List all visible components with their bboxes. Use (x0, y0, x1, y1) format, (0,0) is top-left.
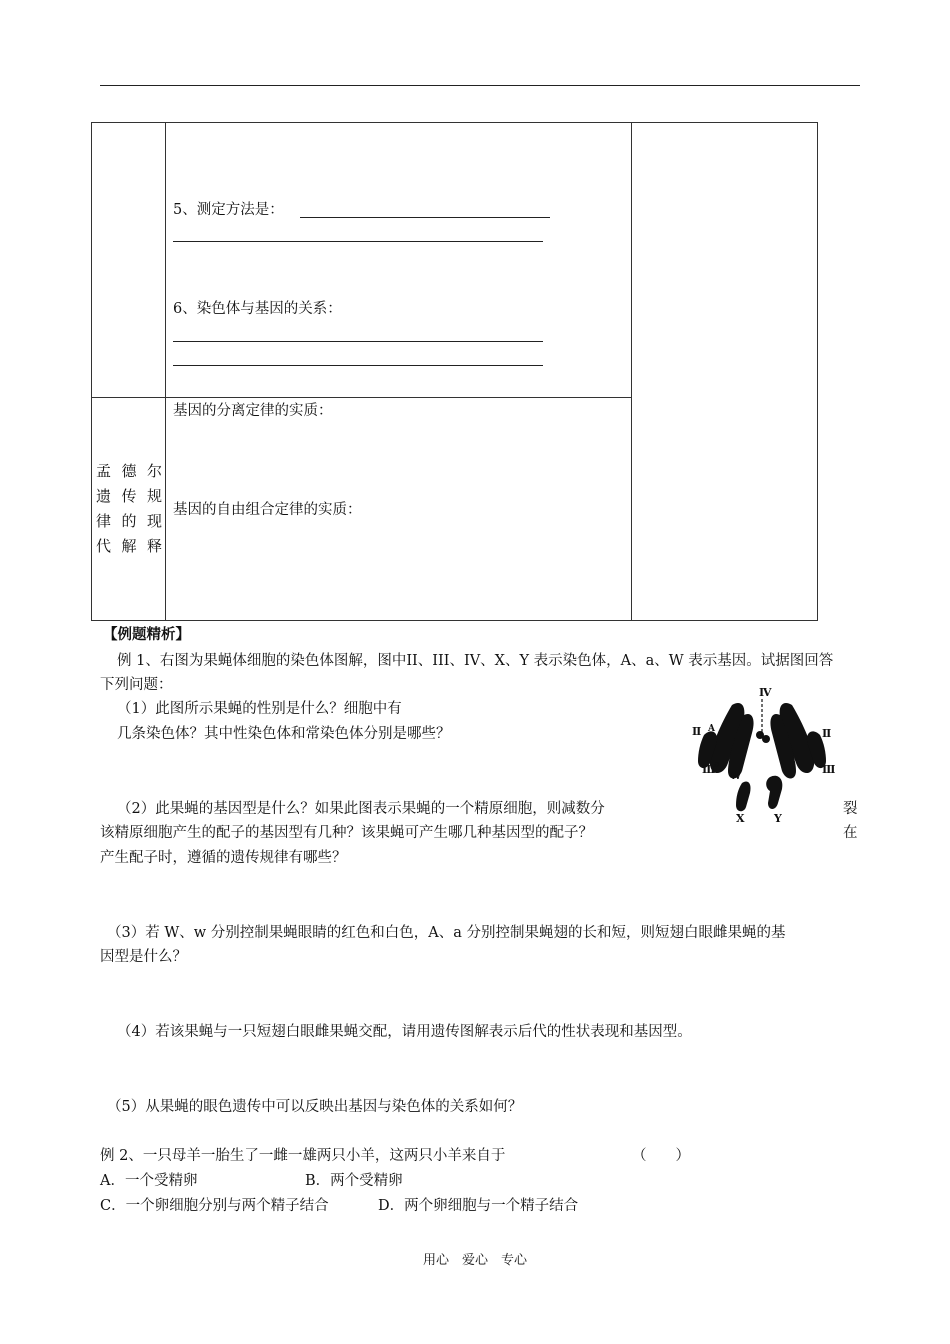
label-ii-right: Ⅱ (822, 727, 832, 740)
q4-text: （4）若该果蝇与一只短翅白眼雌果蝇交配，请用遗传图解表示后代的性状表现和基因型。 (117, 1024, 692, 1040)
q3-line2: 因型是什么？ (100, 949, 187, 965)
page-footer: 用心 爱心 专心 (422, 1253, 527, 1268)
ex2-answer-bracket[interactable]: （ ） (632, 1148, 690, 1164)
header-rule (100, 85, 860, 86)
label-x: X (736, 812, 745, 825)
section-label-line: 孟德尔 (96, 462, 162, 480)
label-w: W (730, 771, 742, 782)
item6-blank-2[interactable] (173, 365, 543, 366)
label-iii-right: Ⅲ (822, 763, 835, 776)
section-label-line: 遗传规 (96, 487, 162, 505)
item6-blank-1[interactable] (173, 341, 543, 342)
q2-line1: （2）此果蝇的基因型是什么？如果此图表示果蝇的一个精原细胞，则减数分 (117, 801, 605, 817)
q2-line1-end: 裂 (843, 801, 858, 817)
independent-law-label: 基因的自由组合定律的实质： (173, 502, 362, 518)
label-iii-left: Ⅲ (702, 763, 716, 776)
item5-blank-2[interactable] (173, 241, 543, 242)
q1-line2: 几条染色体？其中性染色体和常染色体分别是哪些？ (117, 726, 451, 742)
q2-line2: 该精原细胞产生的配子的基因型有几种？该果蝇可产生哪几种基因型的配子？ (100, 825, 593, 841)
section-label (96, 459, 162, 559)
label-ii-left: Ⅱ (692, 725, 702, 738)
ex1-intro-line1: 例 1、右图为果蝇体细胞的染色体图解，图中II、III、IV、X、Y 表示染色体，A、a、W 表示基因。试据图回答 (117, 653, 834, 669)
item6-label: 6、染色体与基因的关系： (173, 301, 342, 317)
separation-law-label: 基因的分离定律的实质： (173, 403, 333, 419)
ex2-question: 例 2、一只母羊一胎生了一雌一雄两只小羊，这两只小羊来自于 (100, 1148, 506, 1164)
ex1-intro-line2: 下列问题： (100, 677, 173, 693)
label-a-upper: A (708, 724, 715, 734)
q2-line3: 产生配子时，遵循的遗传规律有哪些？ (100, 850, 347, 866)
table-col-divider-2 (631, 123, 632, 620)
ex2-option-d: D．两个卵细胞与一个精子结合 (378, 1198, 579, 1214)
label-iv: Ⅳ (759, 686, 772, 699)
q3-line1: （3）若 W、w 分别控制果蝇眼睛的红色和白色，A、a 分别控制果蝇翅的长和短，则短翅白眼雌果蝇的基 (107, 925, 786, 941)
item5-label: 5、测定方法是： (173, 202, 284, 218)
item5-blank-1[interactable] (300, 217, 550, 218)
ex2-option-a: A．一个受精卵 (100, 1173, 198, 1189)
ex2-option-c: C．一个卵细胞分别与两个精子结合 (100, 1198, 329, 1214)
examples-heading: 【例题精析】 (103, 626, 190, 643)
section-label-line: 代解释 (96, 537, 162, 555)
notes-table (91, 122, 818, 621)
label-y: Y (774, 812, 782, 825)
section-label-line: 律的现 (96, 512, 162, 530)
table-col-divider-1 (165, 123, 166, 620)
q5-text: （5）从果蝇的眼色遗传中可以反映出基因与染色体的关系如何？ (107, 1099, 523, 1115)
label-a-lower: a (714, 760, 720, 770)
fruitfly-chromosome-figure (690, 685, 835, 825)
table-row-divider (92, 397, 631, 398)
ex2-option-b: B．两个受精卵 (305, 1173, 403, 1189)
q2-line2-end: 在 (843, 825, 858, 841)
q1-line1: （1）此图所示果蝇的性别是什么？细胞中有 (117, 701, 402, 717)
